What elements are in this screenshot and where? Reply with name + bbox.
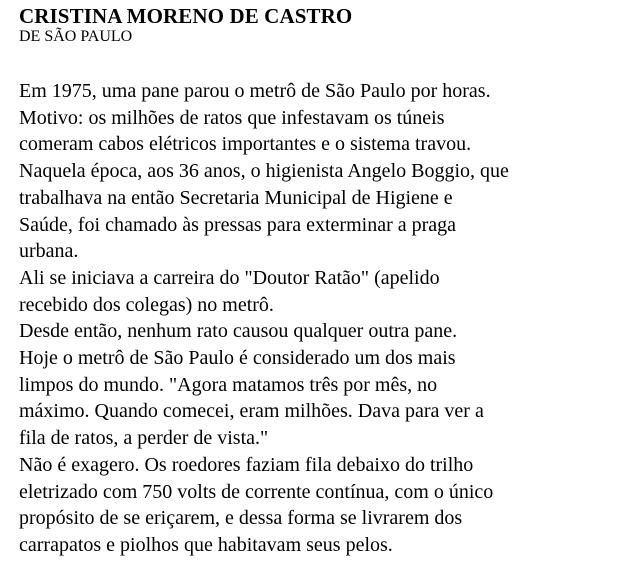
body-line: trabalhava na então Secretaria Municipal de Higiene e: [19, 186, 453, 209]
body-line: propósito de se eriçarem, e dessa forma se livrarem dos: [19, 507, 463, 530]
body-line: eletrizado com 750 volts de corrente contínua, com o único: [19, 480, 494, 503]
body-line: Saúde, foi chamado às pressas para exterminar a praga: [19, 213, 457, 236]
author-byline: CRISTINA MORENO DE CASTRO: [19, 4, 353, 28]
body-line: máximo. Quando comecei, eram milhões. Dava para ver a: [19, 400, 484, 423]
body-line: comeram cabos elétricos importantes e o sistema travou.: [19, 133, 472, 156]
body-line: Desde então, nenhum rato causou qualquer outra pane.: [19, 320, 458, 343]
body-line: urbana.: [19, 240, 79, 263]
location-dateline: DE SÃO PAULO: [19, 28, 133, 45]
article-body: [19, 78, 619, 559]
body-line: Em 1975, uma pane parou o metrô de São Paulo por horas.: [19, 80, 491, 102]
body-line: Motivo: os milhões de ratos que infestavam os túneis: [19, 106, 445, 129]
body-line: recebido dos colegas) no metrô.: [19, 293, 274, 316]
body-line: Ali se iniciava a carreira do "Doutor Ratão" (apelido: [19, 266, 440, 289]
body-line: Hoje o metrô de São Paulo é considerado um dos mais: [19, 347, 456, 370]
body-line: Não é exagero. Os roedores faziam fila debaixo do trilho: [19, 453, 474, 476]
body-line: Naquela época, aos 36 anos, o higienista Angelo Boggio, que: [19, 160, 509, 183]
body-line: fila de ratos, a perder de vista.": [19, 427, 269, 450]
body-line: limpos do mundo. "Agora matamos três por mês, no: [19, 373, 438, 396]
body-line: carrapatos e piolhos que habitavam seus pelos.: [19, 533, 393, 556]
